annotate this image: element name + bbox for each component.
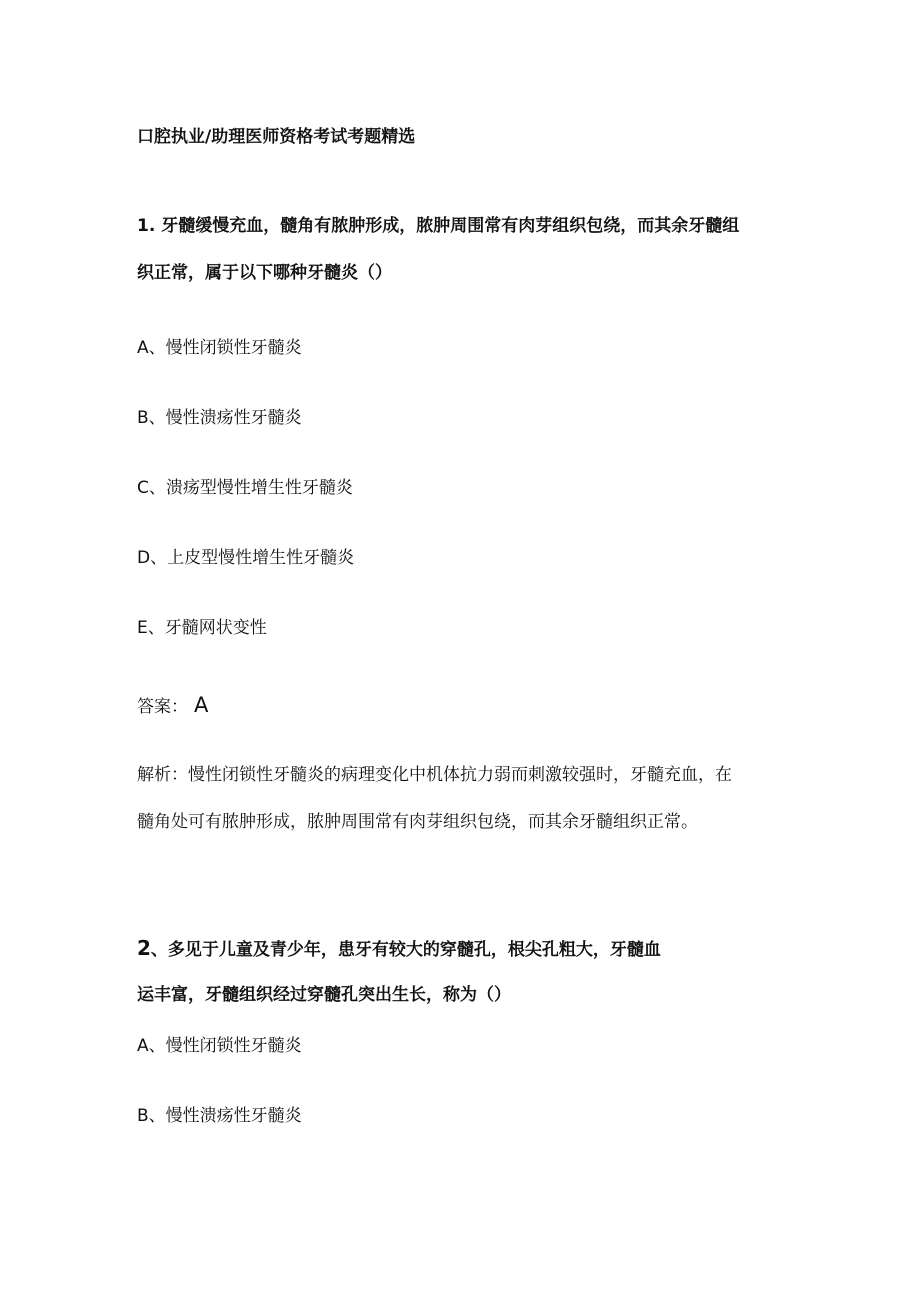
question-1-option-b: B、慢性溃疡性牙髓炎: [137, 408, 302, 428]
answer-label: 答案：: [137, 697, 188, 717]
question-2-stem-line-1: [137, 937, 661, 961]
question-1-option-e: E、牙髓网状变性: [137, 618, 267, 638]
page-title: 口腔执业/助理医师资格考试考题精选: [137, 127, 416, 147]
question-1-stem-line-2: 织正常，属于以下哪种牙髓炎（）: [137, 263, 392, 283]
answer-value: A: [194, 693, 209, 717]
question-1-stem-line-1: 1. 牙髓缓慢充血，髓角有脓肿形成，脓肿周围常有肉芽组织包绕，而其余牙髓组: [137, 216, 740, 236]
question-1-answer: [137, 694, 208, 718]
question-1-option-a: A、慢性闭锁性牙髓炎: [137, 338, 302, 358]
question-1-explanation-line-2: 髓角处可有脓肿形成，脓肿周围常有肉芽组织包绕，而其余牙髓组织正常。: [137, 812, 698, 832]
question-2-stem-text: 、多见于儿童及青少年，患牙有较大的穿髓孔，根尖孔粗大，牙髓血: [150, 940, 661, 960]
question-1-option-d: D、上皮型慢性增生性牙髓炎: [137, 548, 355, 568]
question-2-number: 2: [137, 936, 151, 960]
question-2-option-b: B、慢性溃疡性牙髓炎: [137, 1106, 302, 1126]
question-2-option-a: A、慢性闭锁性牙髓炎: [137, 1036, 302, 1056]
question-1-explanation-line-1: 解析：慢性闭锁性牙髓炎的病理变化中机体抗力弱而刺激较强时，牙髓充血，在: [137, 765, 732, 785]
question-2-stem-line-2: 运丰富，牙髓组织经过穿髓孔突出生长，称为（）: [137, 985, 511, 1005]
question-1-option-c: C、溃疡型慢性增生性牙髓炎: [137, 478, 353, 498]
